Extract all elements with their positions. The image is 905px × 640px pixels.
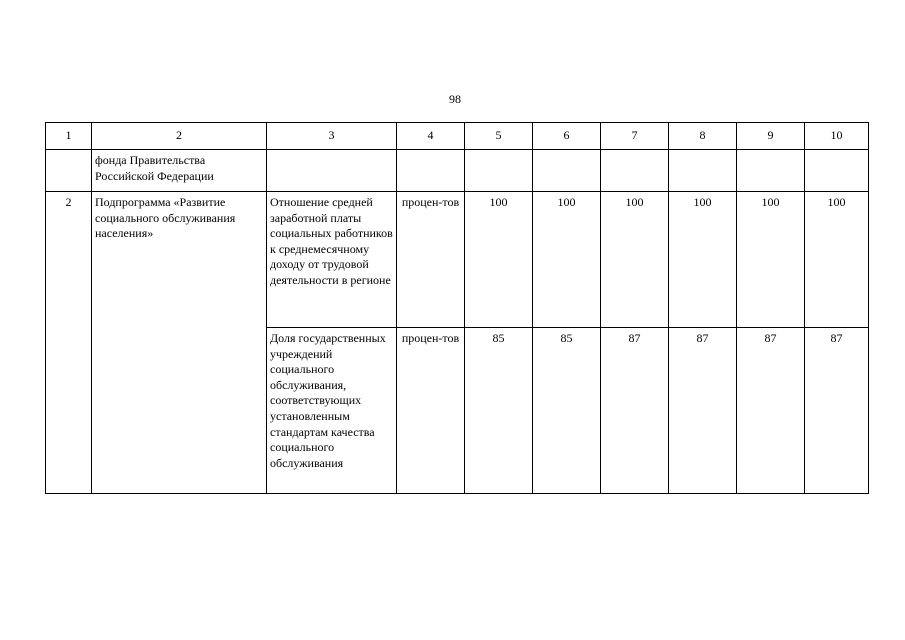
cell-value: 85 — [533, 328, 601, 494]
header-cell-5: 5 — [465, 123, 533, 150]
cell-value: 87 — [805, 328, 869, 494]
cell-value — [669, 150, 737, 192]
cell-value — [737, 150, 805, 192]
indicators-table — [45, 122, 869, 494]
header-cell-10: 10 — [805, 123, 869, 150]
header-cell-1: 1 — [46, 123, 92, 150]
table-row — [46, 192, 869, 328]
cell-num: 2 — [46, 192, 92, 494]
cell-num — [46, 150, 92, 192]
cell-value: 100 — [533, 192, 601, 328]
header-cell-3: 3 — [267, 123, 397, 150]
cell-value: 87 — [669, 328, 737, 494]
header-cell-4: 4 — [397, 123, 465, 150]
header-cell-6: 6 — [533, 123, 601, 150]
cell-value: 100 — [737, 192, 805, 328]
cell-value — [805, 150, 869, 192]
cell-value — [465, 150, 533, 192]
cell-unit: процен-тов — [397, 192, 465, 328]
header-cell-7: 7 — [601, 123, 669, 150]
cell-value: 100 — [805, 192, 869, 328]
cell-unit — [397, 150, 465, 192]
header-cell-9: 9 — [737, 123, 805, 150]
cell-indicator: Доля государственных учреждений социального обслуживания, соответствующих установленным стандартам качества социального обслуживания — [267, 328, 397, 494]
page-number: 98 — [449, 92, 461, 106]
cell-indicator — [267, 150, 397, 192]
header-cell-8: 8 — [669, 123, 737, 150]
cell-value — [533, 150, 601, 192]
cell-value: 100 — [465, 192, 533, 328]
table-row — [46, 150, 869, 192]
cell-program-continuation: фонда Правительства Российской Федерации — [92, 150, 267, 192]
cell-program: Подпрограмма «Развитие социального обслуживания населения» — [92, 192, 267, 494]
cell-indicator: Отношение средней заработной платы социальных работников к среднемесячному доходу от трудовой деятельности в регионе — [267, 192, 397, 328]
header-cell-2: 2 — [92, 123, 267, 150]
cell-value: 87 — [737, 328, 805, 494]
cell-value: 87 — [601, 328, 669, 494]
cell-value — [601, 150, 669, 192]
cell-value: 85 — [465, 328, 533, 494]
cell-value: 100 — [601, 192, 669, 328]
cell-unit: процен-тов — [397, 328, 465, 494]
cell-value: 100 — [669, 192, 737, 328]
header-row — [46, 123, 869, 150]
